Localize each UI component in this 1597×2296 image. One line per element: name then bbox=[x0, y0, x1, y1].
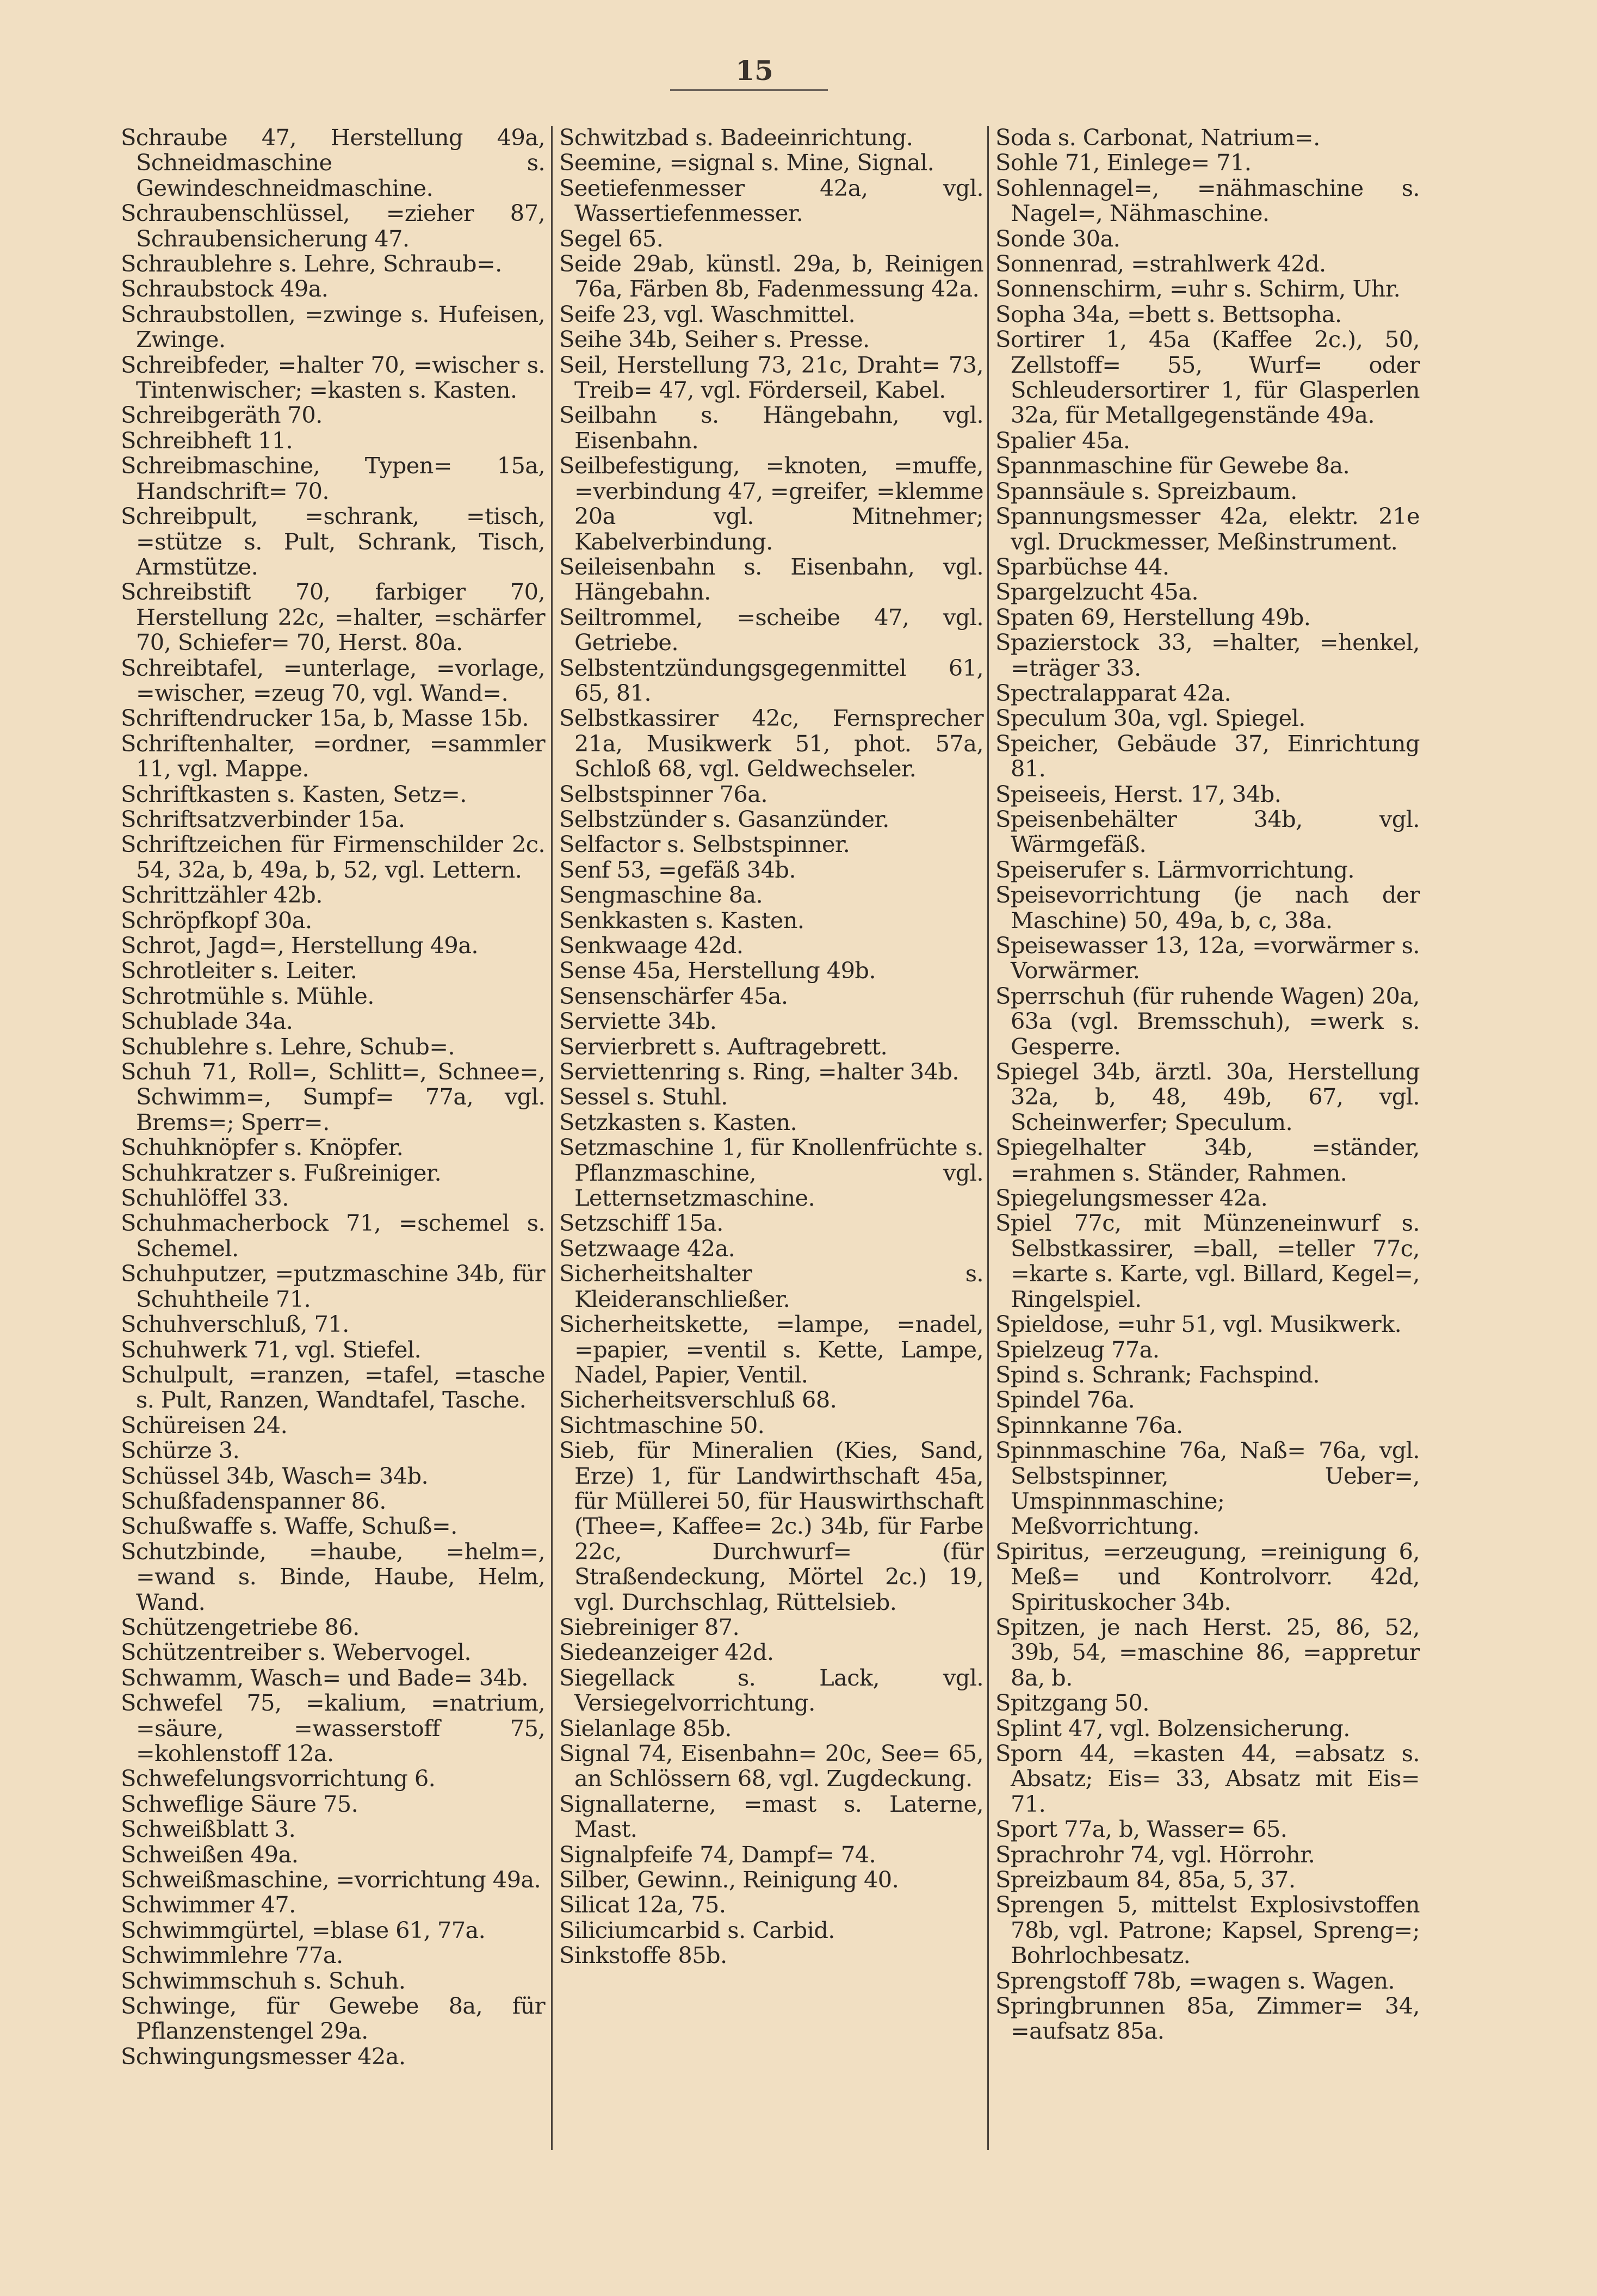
index-entry: Seilbahn s. Hängebahn, vgl. Eisenbahn. bbox=[559, 402, 983, 454]
index-entry: Sortirer 1, 45a (Kaffee 2c.), 50, Zellstoff= 55, Wurf= oder Schleudersortirer 1, für Glasperlen 32a, für Metallgegenstände 49a. bbox=[995, 326, 1420, 429]
index-entry: Siliciumcarbid s. Carbid. bbox=[559, 1916, 835, 1943]
index-entry: Sonde 30a. bbox=[995, 225, 1121, 252]
index-entry: Schuh 71, Roll=, Schlitt=, Schnee=, Schwimm=, Sumpf= 77a, vgl. Brems=; Sperr=. bbox=[121, 1058, 545, 1135]
index-entry: Sieb, für Mineralien (Kies, Sand, Erze) 1, für Landwirthschaft 45a, für Müllerei 50, für Hauswirthschaft (Thee=, Kaffee= 2c.) 34b, für Farbe 22c, Durchwurf= (für Straßendeckung, Mörtel 2c.) 19, vgl. Durchschlag, Rüttelsieb. bbox=[559, 1437, 983, 1615]
index-entry: Selbstzünder s. Gasanzünder. bbox=[559, 805, 889, 832]
index-entry: Speisevorrichtung (je nach der Maschine) 50, 49a, b, c, 38a. bbox=[995, 881, 1420, 934]
index-entry: Schraubstollen, =zwinge s. Hufeisen, Zwinge. bbox=[121, 300, 545, 353]
index-entry: Schürze 3. bbox=[121, 1437, 240, 1464]
index-entry: Signalpfeife 74, Dampf= 74. bbox=[559, 1841, 876, 1868]
index-entry: Sprachrohr 74, vgl. Hörrohr. bbox=[995, 1841, 1315, 1868]
index-entry: Schwefel 75, =kalium, =natrium, =säure, =wasserstoff 75, =kohlenstoff 12a. bbox=[121, 1689, 545, 1767]
index-entry: Schriftkasten s. Kasten, Setz=. bbox=[121, 780, 467, 807]
index-entry: Schröpfkopf 30a. bbox=[121, 906, 312, 934]
index-entry: Schreibheft 11. bbox=[121, 427, 293, 454]
index-entry: Spiel 77c, mit Münzeneinwurf s. Selbstkassirer, =ball, =teller 77c, =karte s. Karte, vgl. Billard, Kegel=, Ringelspiel. bbox=[995, 1209, 1420, 1312]
index-entry: Setzschiff 15a. bbox=[559, 1209, 723, 1237]
index-entry: Spaten 69, Herstellung 49b. bbox=[995, 603, 1311, 631]
index-entry: Schrittzähler 42b. bbox=[121, 881, 323, 909]
index-entry: Schrot, Jagd=, Herstellung 49a. bbox=[121, 932, 478, 959]
index-entry: Signal 74, Eisenbahn= 20c, See= 65, an Schlössern 68, vgl. Zugdeckung. bbox=[559, 1740, 983, 1792]
index-entry: Seife 23, vgl. Waschmittel. bbox=[559, 300, 856, 328]
index-entry: Seil, Herstellung 73, 21c, Draht= 73, Treib= 47, vgl. Förderseil, Kabel. bbox=[559, 351, 983, 404]
index-entry: Schweflige Säure 75. bbox=[121, 1790, 358, 1817]
index-entry: Spiegelhalter 34b, =ständer, =rahmen s. Ständer, Rahmen. bbox=[995, 1134, 1420, 1186]
index-entry: Serviettenring s. Ring, =halter 34b. bbox=[559, 1058, 959, 1085]
column-rule-left bbox=[551, 126, 553, 2150]
index-entry: Splint 47, vgl. Bolzensicherung. bbox=[995, 1714, 1350, 1742]
index-entry: Sicherheitsverschluß 68. bbox=[559, 1386, 837, 1414]
index-entry: Schuhlöffel 33. bbox=[121, 1184, 289, 1212]
index-entry: Sinkstoffe 85b. bbox=[559, 1942, 727, 1969]
index-entry: Schwimmer 47. bbox=[121, 1891, 296, 1918]
index-column-3 bbox=[995, 125, 1420, 2044]
index-entry: Schweißblatt 3. bbox=[121, 1816, 296, 1843]
index-entry: Siegellack s. Lack, vgl. Versiegelvorrichtung. bbox=[559, 1664, 983, 1717]
index-entry: Springbrunnen 85a, Zimmer= 34, =aufsatz 85a. bbox=[995, 1992, 1420, 2045]
index-entry: Sicherheitshalter s. Kleideranschließer. bbox=[559, 1260, 983, 1312]
index-entry: Schriftsatzverbinder 15a. bbox=[121, 805, 405, 832]
index-entry: Schwamm, Wasch= und Bade= 34b. bbox=[121, 1664, 528, 1691]
index-entry: Spannungsmesser 42a, elektr. 21e vgl. Druckmesser, Meßinstrument. bbox=[995, 503, 1420, 555]
index-entry: Speiserufer s. Lärmvorrichtung. bbox=[995, 856, 1355, 883]
index-entry: Sprengstoff 78b, =wagen s. Wagen. bbox=[995, 1967, 1395, 1994]
index-entry: Spiegelungsmesser 42a. bbox=[995, 1184, 1268, 1212]
index-entry: Spreizbaum 84, 85a, 5, 37. bbox=[995, 1866, 1296, 1893]
index-entry: Spiritus, =erzeugung, =reinigung 6, Meß= und Kontrolvorr. 42d, Spirituskocher 34b. bbox=[995, 1538, 1420, 1615]
index-entry: Spinnkanne 76a. bbox=[995, 1411, 1183, 1439]
index-entry: Senkkasten s. Kasten. bbox=[559, 906, 804, 934]
index-entry: Selbstkassirer 42c, Fernsprecher 21a, Musikwerk 51, phot. 57a, Schloß 68, vgl. Geldwechseler. bbox=[559, 705, 983, 782]
index-entry: Soda s. Carbonat, Natrium=. bbox=[995, 124, 1320, 151]
index-entry: Seilbefestigung, =knoten, =muffe, =verbindung 47, =greifer, =klemme 20a vgl. Mitnehmer; Kabelverbindung. bbox=[559, 452, 983, 555]
index-entry: Spargelzucht 45a. bbox=[995, 578, 1198, 606]
index-entry: Servierbrett s. Auftragebrett. bbox=[559, 1033, 888, 1060]
index-entry: Schuhverschluß, 71. bbox=[121, 1311, 349, 1338]
index-entry: Schwitzbad s. Badeeinrichtung. bbox=[559, 124, 913, 151]
page-number: 15 bbox=[735, 54, 773, 87]
index-entry: Schriftzeichen für Firmenschilder 2c. 54, 32a, b, 49a, b, 52, vgl. Lettern. bbox=[121, 831, 545, 883]
index-entry: Schuhwerk 71, vgl. Stiefel. bbox=[121, 1336, 422, 1363]
index-entry: Sense 45a, Herstellung 49b. bbox=[559, 957, 876, 984]
index-entry: Speiseeis, Herst. 17, 34b. bbox=[995, 780, 1282, 807]
index-entry: Schwinge, für Gewebe 8a, für Pflanzenstengel 29a. bbox=[121, 1992, 545, 2045]
index-entry: Selbstentzündungsgegenmittel 61, 65, 81. bbox=[559, 654, 983, 706]
index-entry: Spitzgang 50. bbox=[995, 1689, 1149, 1717]
index-entry: Sengmaschine 8a. bbox=[559, 881, 763, 909]
index-entry: Spannmaschine für Gewebe 8a. bbox=[995, 452, 1350, 479]
index-entry: Seiltrommel, =scheibe 47, vgl. Getriebe. bbox=[559, 603, 983, 656]
index-entry: Segel 65. bbox=[559, 225, 664, 252]
index-entry: Spazierstock 33, =halter, =henkel, =träger 33. bbox=[995, 629, 1420, 681]
index-entry: Signallaterne, =mast s. Laterne, Mast. bbox=[559, 1790, 983, 1843]
index-entry: Schuhputzer, =putzmaschine 34b, für Schuhtheile 71. bbox=[121, 1260, 545, 1312]
index-entry: Schützengetriebe 86. bbox=[121, 1613, 360, 1640]
index-entry: Sielanlage 85b. bbox=[559, 1714, 732, 1742]
index-entry: Schuhmacherbock 71, =schemel s. Schemel. bbox=[121, 1209, 545, 1262]
index-entry: Setzkasten s. Kasten. bbox=[559, 1108, 797, 1135]
index-entry: Speculum 30a, vgl. Spiegel. bbox=[995, 705, 1305, 732]
index-entry: Spind s. Schrank; Fachspind. bbox=[995, 1361, 1320, 1388]
index-entry: Schreibmaschine, Typen= 15a, Handschrift= 70. bbox=[121, 452, 545, 504]
index-entry: Sensenschärfer 45a. bbox=[559, 982, 788, 1009]
index-entry: Serviette 34b. bbox=[559, 1008, 717, 1035]
index-entry: Sichtmaschine 50. bbox=[559, 1411, 765, 1439]
index-entry: Setzmaschine 1, für Knollenfrüchte s. Pflanzmaschine, vgl. Letternsetzmaschine. bbox=[559, 1134, 983, 1212]
index-entry: Schwefelungsvorrichtung 6. bbox=[121, 1765, 436, 1792]
index-entry: Sohlennagel=, =nähmaschine s. Nagel=, Nähmaschine. bbox=[995, 174, 1420, 227]
index-entry: Speisewasser 13, 12a, =vorwärmer s. Vorwärmer. bbox=[995, 932, 1420, 984]
index-entry: Spieldose, =uhr 51, vgl. Musikwerk. bbox=[995, 1311, 1402, 1338]
index-entry: Seihe 34b, Seiher s. Presse. bbox=[559, 326, 870, 353]
index-entry: Schreibstift 70, farbiger 70, Herstellung 22c, =halter, =schärfer 70, Schiefer= 70, Herst. 80a. bbox=[121, 578, 545, 656]
index-entry: Schublehre s. Lehre, Schub=. bbox=[121, 1033, 455, 1060]
index-entry: Spielzeug 77a. bbox=[995, 1336, 1160, 1363]
index-entry: Sprengen 5, mittelst Explosivstoffen 78b, vgl. Patrone; Kapsel, Spreng=; Bohrlochbesatz. bbox=[995, 1891, 1420, 1969]
index-entry: Schwingungsmesser 42a. bbox=[121, 2042, 406, 2070]
index-entry: Schreibgeräth 70. bbox=[121, 402, 323, 429]
index-entry: Siebreiniger 87. bbox=[559, 1613, 740, 1640]
index-entry: Senf 53, =gefäß 34b. bbox=[559, 856, 796, 883]
index-entry: Schweißmaschine, =vorrichtung 49a. bbox=[121, 1866, 541, 1893]
index-entry: Schreibtafel, =unterlage, =vorlage, =wischer, =zeug 70, vgl. Wand=. bbox=[121, 654, 545, 706]
index-entry: Schwimmschuh s. Schuh. bbox=[121, 1967, 406, 1994]
index-entry: Sporn 44, =kasten 44, =absatz s. Absatz; Eis= 33, Absatz mit Eis= 71. bbox=[995, 1740, 1420, 1817]
index-entry: Schuhkratzer s. Fußreiniger. bbox=[121, 1159, 442, 1186]
index-entry: Silicat 12a, 75. bbox=[559, 1891, 726, 1918]
index-entry: Schraublehre s. Lehre, Schraub=. bbox=[121, 250, 502, 277]
index-entry: Spectralapparat 42a. bbox=[995, 679, 1231, 706]
index-entry: Seileisenbahn s. Eisenbahn, vgl. Hängebahn. bbox=[559, 553, 983, 606]
index-entry: Schreibpult, =schrank, =tisch, =stütze s. Pult, Schrank, Tisch, Armstütze. bbox=[121, 503, 545, 580]
index-entry: Seetiefenmesser 42a, vgl. Wassertiefenmesser. bbox=[559, 174, 983, 227]
index-entry: Schrotmühle s. Mühle. bbox=[121, 982, 374, 1009]
index-entry: Schraube 47, Herstellung 49a, Schneidmaschine s. Gewindeschneidmaschine. bbox=[121, 124, 545, 201]
index-entry: Spindel 76a. bbox=[995, 1386, 1135, 1414]
index-entry: Sport 77a, b, Wasser= 65. bbox=[995, 1816, 1287, 1843]
index-entry: Seide 29ab, künstl. 29a, b, Reinigen 76a, Färben 8b, Fadenmessung 42a. bbox=[559, 250, 983, 303]
index-entry: Schublade 34a. bbox=[121, 1008, 293, 1035]
index-entry: Schrotleiter s. Leiter. bbox=[121, 957, 357, 984]
index-entry: Sohle 71, Einlege= 71. bbox=[995, 149, 1252, 176]
index-entry: Schriftendrucker 15a, b, Masse 15b. bbox=[121, 705, 529, 732]
index-entry: Schriftenhalter, =ordner, =sammler 11, vgl. Mappe. bbox=[121, 730, 545, 782]
index-entry: Seemine, =signal s. Mine, Signal. bbox=[559, 149, 934, 176]
index-entry: Sonnenschirm, =uhr s. Schirm, Uhr. bbox=[995, 275, 1401, 303]
index-entry: Selfactor s. Selbstspinner. bbox=[559, 831, 850, 858]
index-entry: Sopha 34a, =bett s. Bettsopha. bbox=[995, 300, 1342, 328]
index-entry: Schreibfeder, =halter 70, =wischer s. Tintenwischer; =kasten s. Kasten. bbox=[121, 351, 545, 404]
column-rule-right bbox=[987, 126, 989, 2150]
index-entry: Sperrschuh (für ruhende Wagen) 20a, 63a (vgl. Bremsschuh), =werk s. Gesperre. bbox=[995, 982, 1420, 1060]
header-rule bbox=[670, 89, 828, 91]
index-entry: Speisenbehälter 34b, vgl. Wärmgefäß. bbox=[995, 805, 1420, 858]
index-column-2 bbox=[559, 125, 983, 1968]
index-entry: Schulpult, =ranzen, =tafel, =tasche s. Pult, Ranzen, Wandtafel, Tasche. bbox=[121, 1361, 545, 1414]
index-entry: Schüssel 34b, Wasch= 34b. bbox=[121, 1462, 429, 1489]
index-entry: Spinnmaschine 76a, Naß= 76a, vgl. Selbstspinner, Ueber=, Umspinnmaschine; Meßvorrichtung. bbox=[995, 1437, 1420, 1540]
index-entry: Schutzbinde, =haube, =helm=, =wand s. Binde, Haube, Helm, Wand. bbox=[121, 1538, 545, 1615]
index-entry: Schützentreiber s. Webervogel. bbox=[121, 1639, 471, 1666]
index-entry: Setzwaage 42a. bbox=[559, 1235, 735, 1262]
index-column-1 bbox=[121, 125, 545, 2069]
index-entry: Schwimmlehre 77a. bbox=[121, 1942, 343, 1969]
index-entry: Schraubenschlüssel, =zieher 87, Schraubensicherung 47. bbox=[121, 200, 545, 252]
index-entry: Schweißen 49a. bbox=[121, 1841, 299, 1868]
index-entry: Schüreisen 24. bbox=[121, 1411, 288, 1439]
index-entry: Schwimmgürtel, =blase 61, 77a. bbox=[121, 1916, 486, 1943]
index-entry: Schraubstock 49a. bbox=[121, 275, 329, 303]
index-entry: Spitzen, je nach Herst. 25, 86, 52, 39b, 54, =maschine 86, =appretur 8a, b. bbox=[995, 1613, 1420, 1691]
index-entry: Spannsäule s. Spreizbaum. bbox=[995, 477, 1297, 504]
index-entry: Silber, Gewinn., Reinigung 40. bbox=[559, 1866, 899, 1893]
index-entry: Senkwaage 42d. bbox=[559, 932, 744, 959]
index-entry: Selbstspinner 76a. bbox=[559, 780, 767, 807]
index-entry: Speicher, Gebäude 37, Einrichtung 81. bbox=[995, 730, 1420, 782]
index-entry: Siedeanzeiger 42d. bbox=[559, 1639, 774, 1666]
index-entry: Schuhknöpfer s. Knöpfer. bbox=[121, 1134, 404, 1161]
index-entry: Spalier 45a. bbox=[995, 427, 1130, 454]
index-entry: Sonnenrad, =strahlwerk 42d. bbox=[995, 250, 1326, 277]
index-entry: Sicherheitskette, =lampe, =nadel, =papier, =ventil s. Kette, Lampe, Nadel, Papier, Ventil. bbox=[559, 1311, 983, 1388]
index-entry: Sessel s. Stuhl. bbox=[559, 1083, 728, 1110]
index-entry: Schußwaffe s. Waffe, Schuß=. bbox=[121, 1513, 457, 1540]
index-entry: Sparbüchse 44. bbox=[995, 553, 1169, 580]
index-entry: Spiegel 34b, ärztl. 30a, Herstellung 32a, b, 48, 49b, 67, vgl. Scheinwerfer; Speculum. bbox=[995, 1058, 1420, 1135]
index-entry: Schußfadenspanner 86. bbox=[121, 1487, 386, 1514]
